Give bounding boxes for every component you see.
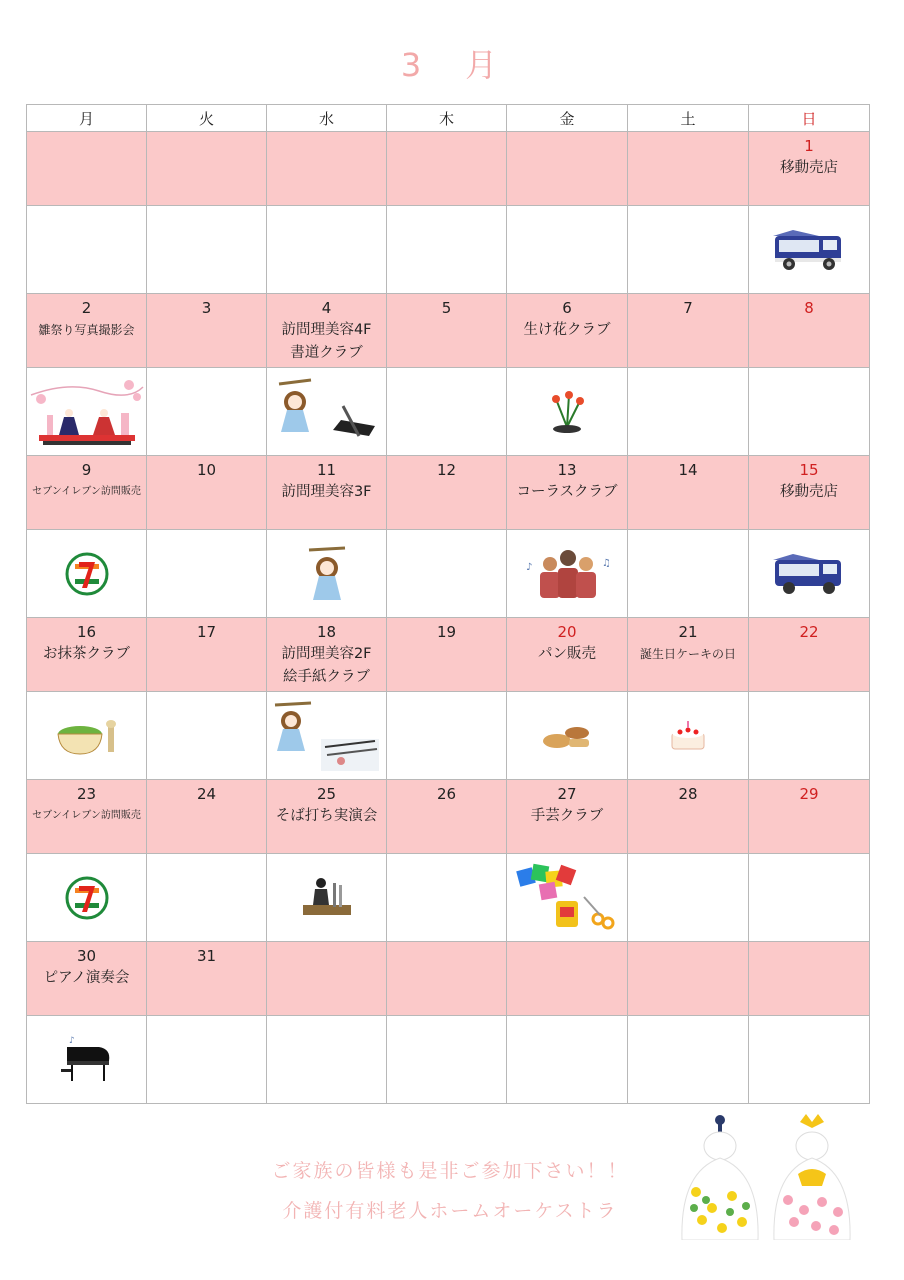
bread-icon xyxy=(539,719,595,753)
day-number: 21 xyxy=(678,623,698,641)
weekday-sun: 日 xyxy=(749,105,870,132)
day-number: 1 xyxy=(804,137,814,155)
event-label: セブンイレブン訪問販売 xyxy=(32,486,141,497)
day-cell-30 xyxy=(27,942,147,1016)
event-label: 移動売店 xyxy=(780,484,838,500)
event-label: そば打ち実演会 xyxy=(275,808,378,824)
day-cell-15 xyxy=(749,456,870,530)
day-number: 17 xyxy=(196,623,217,641)
day-cell-31 xyxy=(147,942,267,1016)
empty-cell xyxy=(267,942,387,1016)
day-number: 4 xyxy=(321,299,332,317)
day-number: 19 xyxy=(436,623,457,641)
day-cell-9 xyxy=(27,456,147,530)
event-label: パン販売 xyxy=(538,646,596,662)
day-cell-28 xyxy=(628,780,749,854)
event-label: 絵手紙クラブ xyxy=(283,669,370,685)
week-3-picture-row xyxy=(27,530,870,618)
day-cell-14 xyxy=(628,456,749,530)
hina-dolls-decoration-icon xyxy=(672,1112,862,1240)
empty-cell xyxy=(387,942,507,1016)
event-label: 移動売店 xyxy=(780,160,838,176)
week-1-picture-row xyxy=(27,206,870,294)
day-cell-16 xyxy=(27,618,147,692)
event-label: 誕生日ケーキの日 xyxy=(639,647,736,661)
day-number: 22 xyxy=(799,623,819,641)
week-3-info-row xyxy=(27,456,870,530)
day-number: 16 xyxy=(76,623,97,641)
hairdresser-and-letter-painting-icon xyxy=(271,699,383,773)
grand-piano-icon xyxy=(59,1033,115,1087)
day-cell-27 xyxy=(507,780,628,854)
day-number: 7 xyxy=(683,299,693,317)
day-cell-4 xyxy=(267,294,387,368)
day-cell-8 xyxy=(749,294,870,368)
empty-cell xyxy=(628,942,749,1016)
weekday-thu: 木 xyxy=(387,105,507,132)
week-4-picture-row xyxy=(27,692,870,780)
week-4-info-row xyxy=(27,618,870,692)
event-label: 手芸クラブ xyxy=(530,808,604,824)
day-cell-12 xyxy=(387,456,507,530)
empty-cell xyxy=(507,132,628,206)
event-label: 訪問理美容3F xyxy=(281,484,372,500)
week-5-picture-row xyxy=(27,854,870,942)
day-number: 24 xyxy=(196,785,217,803)
day-cell-22 xyxy=(749,618,870,692)
matcha-tea-bowl-icon xyxy=(52,714,122,758)
day-number: 13 xyxy=(557,461,577,479)
weekday-wed: 水 xyxy=(267,105,387,132)
day-cell-3 xyxy=(147,294,267,368)
day-number: 20 xyxy=(557,623,577,641)
day-number: 5 xyxy=(441,299,452,317)
day-number: 9 xyxy=(81,461,92,479)
birthday-cake-icon xyxy=(666,717,710,755)
empty-cell xyxy=(387,132,507,206)
svg-text:♪: ♪ xyxy=(526,561,533,573)
weekday-fri: 金 xyxy=(507,105,628,132)
day-cell-26 xyxy=(387,780,507,854)
empty-cell xyxy=(147,132,267,206)
event-label: お抹茶クラブ xyxy=(43,646,130,662)
day-number: 25 xyxy=(316,785,337,803)
seven-eleven-logo-icon xyxy=(65,876,109,920)
mobile-shop-truck-icon xyxy=(773,228,845,272)
day-cell-7 xyxy=(628,294,749,368)
day-number: 23 xyxy=(76,785,97,803)
day-cell-13 xyxy=(507,456,628,530)
calendar-grid xyxy=(26,104,870,1104)
day-number: 15 xyxy=(799,461,819,479)
mobile-shop-truck-icon xyxy=(773,552,845,596)
day-cell-25 xyxy=(267,780,387,854)
day-cell-21 xyxy=(628,618,749,692)
day-cell-23 xyxy=(27,780,147,854)
empty-cell xyxy=(628,132,749,206)
day-cell-2 xyxy=(27,294,147,368)
week-6-picture-row xyxy=(27,1016,870,1104)
handicraft-supplies-icon xyxy=(512,861,622,935)
barber-and-calligraphy-icon xyxy=(271,376,383,448)
day-number: 31 xyxy=(196,947,217,965)
day-cell-24 xyxy=(147,780,267,854)
day-number: 2 xyxy=(81,299,92,317)
soba-making-icon xyxy=(299,875,355,921)
day-cell-19 xyxy=(387,618,507,692)
weekday-mon: 月 xyxy=(27,105,147,132)
day-cell-11 xyxy=(267,456,387,530)
calendar-title: 3 月 xyxy=(400,46,504,84)
week-5-info-row xyxy=(27,780,870,854)
day-cell-5 xyxy=(387,294,507,368)
day-number: 3 xyxy=(201,299,212,317)
svg-text:♫: ♫ xyxy=(602,557,611,569)
day-cell-1 xyxy=(749,132,870,206)
event-label: コーラスクラブ xyxy=(516,484,618,500)
event-label: 訪問理美容2F xyxy=(281,646,372,662)
footer-facility-name: 介護付有料老人ホームオーケストラ xyxy=(282,1200,618,1222)
day-cell-29 xyxy=(749,780,870,854)
day-number: 28 xyxy=(678,785,698,803)
day-number: 27 xyxy=(557,785,577,803)
event-label: 雛祭り写真撮影会 xyxy=(38,323,135,337)
day-number: 26 xyxy=(436,785,457,803)
day-cell-10 xyxy=(147,456,267,530)
week-2-picture-row xyxy=(27,368,870,456)
day-number: 12 xyxy=(436,461,457,479)
event-label: 書道クラブ xyxy=(290,345,363,361)
day-cell-6 xyxy=(507,294,628,368)
svg-text:♪: ♪ xyxy=(68,1035,75,1046)
event-label: 生け花クラブ xyxy=(523,322,611,338)
event-label: 訪問理美容4F xyxy=(281,322,372,338)
day-number: 18 xyxy=(316,623,337,641)
day-number: 30 xyxy=(76,947,97,965)
weekday-tue: 火 xyxy=(147,105,267,132)
week-6-info-row xyxy=(27,942,870,1016)
empty-cell xyxy=(507,942,628,1016)
ikebana-flower-icon xyxy=(542,387,592,437)
empty-cell xyxy=(27,132,147,206)
day-number: 10 xyxy=(196,461,217,479)
day-cell-17 xyxy=(147,618,267,692)
footer-invitation: ご家族の皆様も是非ご参加下さい！！ xyxy=(271,1160,629,1182)
empty-cell xyxy=(267,132,387,206)
week-1-info-row xyxy=(27,132,870,206)
seven-eleven-logo-icon xyxy=(65,552,109,596)
hairdresser-icon xyxy=(305,544,349,604)
empty-cell xyxy=(749,942,870,1016)
weekday-sat: 土 xyxy=(628,105,749,132)
day-number: 11 xyxy=(316,461,337,479)
event-label: セブンイレブン訪問販売 xyxy=(32,810,141,821)
event-label: ピアノ演奏会 xyxy=(43,970,130,986)
day-number: 8 xyxy=(804,299,814,317)
week-2-info-row xyxy=(27,294,870,368)
day-number: 6 xyxy=(562,299,572,317)
chorus-singers-icon xyxy=(522,546,612,602)
day-number: 29 xyxy=(799,785,819,803)
hina-dolls-icon xyxy=(29,377,145,447)
weekday-header-row xyxy=(27,105,870,132)
day-cell-18 xyxy=(267,618,387,692)
day-number: 14 xyxy=(678,461,698,479)
day-cell-20 xyxy=(507,618,628,692)
